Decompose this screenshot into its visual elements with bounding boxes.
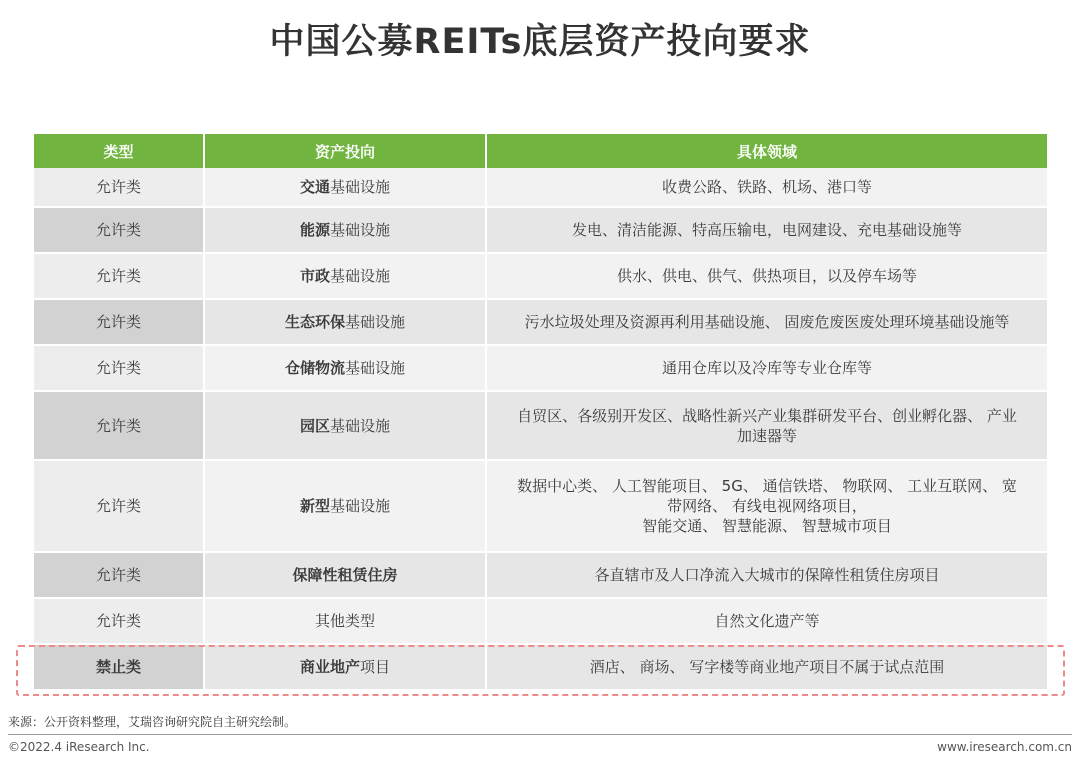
table-row <box>34 300 1047 346</box>
source-note: 来源：公开资料整理，艾瑞咨询研究院自主研究绘制。 <box>8 715 297 729</box>
domain-line: 数据中心类、 人工智能项目、 5G、 通信铁塔、 物联网、 工业互联网、 宽 <box>517 477 1017 495</box>
type-cell: 允许类 <box>34 208 205 254</box>
asset-rest: 其他类型 <box>314 612 375 630</box>
asset-cell <box>205 461 487 553</box>
domain-cell: 污水垃圾处理及资源再利用基础设施、 固废危废医废处理环境基础设施等 <box>487 300 1047 346</box>
table-row <box>34 553 1047 599</box>
asset-rest: 基础设施 <box>330 178 391 196</box>
domain-line: 智能交通、 智慧能源、 智慧城市项目 <box>642 517 892 535</box>
asset-cell <box>205 168 487 208</box>
domain-cell: 通用仓库以及冷库等专业仓库等 <box>487 346 1047 392</box>
type-cell: 允许类 <box>34 300 205 346</box>
type-cell: 允许类 <box>34 392 205 461</box>
type-cell: 允许类 <box>34 254 205 300</box>
asset-cell <box>205 254 487 300</box>
table-row <box>34 461 1047 553</box>
reits-asset-table <box>34 134 1047 691</box>
prohibited-highlight-box <box>16 645 1065 696</box>
table-row <box>34 254 1047 300</box>
table-row <box>34 392 1047 461</box>
type-cell: 允许类 <box>34 461 205 553</box>
asset-rest: 基础设施 <box>330 221 391 239</box>
asset-rest: 基础设施 <box>330 267 391 285</box>
page-title: 中国公募REITs底层资产投向要求 <box>269 22 811 62</box>
domain-cell <box>487 461 1047 553</box>
table-row <box>34 346 1047 392</box>
asset-bold: 能源 <box>299 221 330 239</box>
table-row <box>34 168 1047 208</box>
footer-divider <box>8 734 1072 735</box>
domain-cell: 供水、供电、供气、供热项目，以及停车场等 <box>487 254 1047 300</box>
domain-cell <box>487 392 1047 461</box>
type-cell: 禁止类 <box>34 645 205 691</box>
type-cell: 允许类 <box>34 168 205 208</box>
domain-cell: 自然文化遗产等 <box>487 599 1047 645</box>
asset-rest: 项目 <box>360 658 391 676</box>
type-cell: 允许类 <box>34 599 205 645</box>
domain-line: 加速器等 <box>736 426 797 445</box>
table-header-row <box>34 134 1047 168</box>
asset-rest: 基础设施 <box>345 313 406 331</box>
asset-bold: 市政 <box>299 267 330 285</box>
domain-cell: 发电、清洁能源、特高压输电，电网建设、充电基础设施等 <box>487 208 1047 254</box>
table-row <box>34 599 1047 645</box>
asset-rest: 基础设施 <box>345 359 406 377</box>
asset-rest: 基础设施 <box>330 497 391 515</box>
website-link[interactable]: www.iresearch.com.cn <box>937 740 1072 754</box>
domain-line: 自贸区、各级别开发区、战略性新兴产业集群研发平台、创业孵化器、 产业 <box>517 406 1017 425</box>
asset-cell <box>205 553 487 599</box>
domain-line: 带网络、 有线电视网络项目， <box>667 497 867 515</box>
asset-cell <box>205 599 487 645</box>
type-cell: 允许类 <box>34 553 205 599</box>
asset-bold: 园区 <box>299 416 330 435</box>
table-row <box>34 208 1047 254</box>
asset-bold: 仓储物流 <box>284 359 345 377</box>
asset-cell <box>205 300 487 346</box>
asset-bold: 交通 <box>299 178 330 196</box>
asset-bold: 生态环保 <box>284 313 345 331</box>
domain-cell: 酒店、 商场、 写字楼等商业地产项目不属于试点范围 <box>487 645 1047 691</box>
asset-bold: 商业地产 <box>299 658 360 676</box>
asset-bold: 保障性租赁住房 <box>292 566 398 584</box>
asset-rest: 基础设施 <box>330 416 391 435</box>
asset-cell <box>205 346 487 392</box>
domain-cell: 各直辖市及人口净流入大城市的保障性租赁住房项目 <box>487 553 1047 599</box>
type-cell: 允许类 <box>34 346 205 392</box>
asset-cell <box>205 392 487 461</box>
copyright: ©2022.4 iResearch Inc. <box>8 740 150 754</box>
header-asset: 资产投向 <box>205 134 487 168</box>
header-type: 类型 <box>34 134 205 168</box>
asset-bold: 新型 <box>299 497 330 515</box>
header-domain: 具体领域 <box>487 134 1047 168</box>
domain-cell: 收费公路、铁路、机场、港口等 <box>487 168 1047 208</box>
asset-cell <box>205 208 487 254</box>
